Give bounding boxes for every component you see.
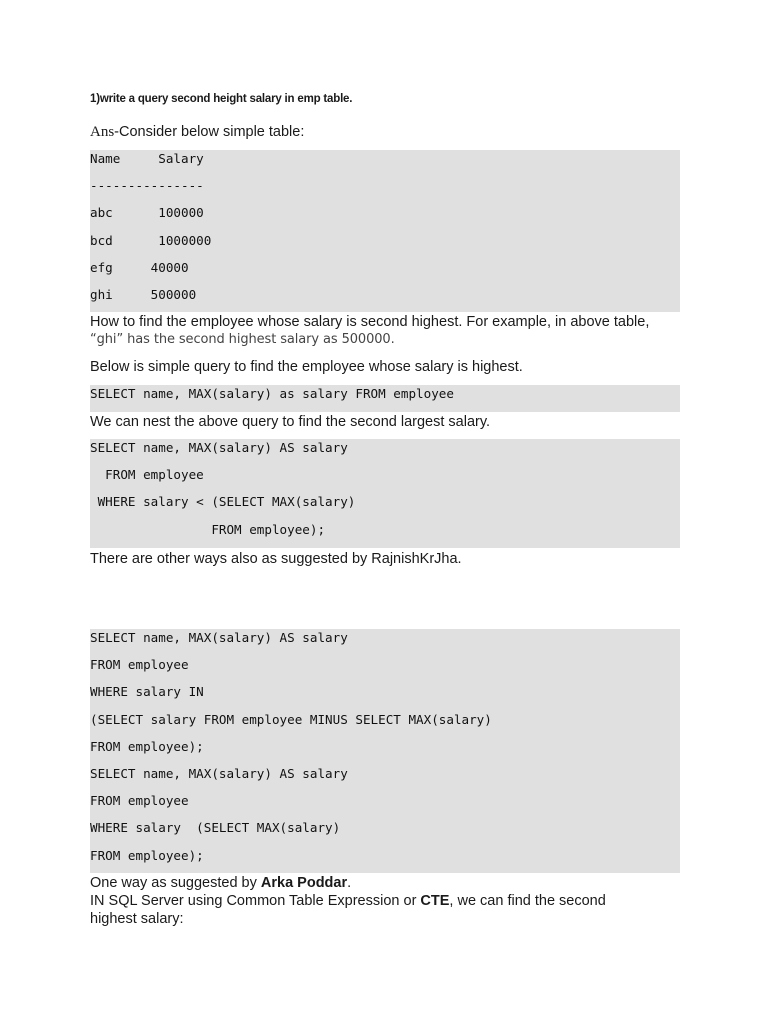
query-alternative-block xyxy=(90,629,680,873)
other-ways-paragraph: There are other ways also as suggested by RajnishKrJha. xyxy=(90,551,462,567)
query-line: SELECT name, MAX(salary) as salary FROM employee xyxy=(90,386,454,401)
query-line: WHERE salary < (SELECT MAX(salary) xyxy=(90,494,356,510)
query-line: SELECT name, MAX(salary) AS salary xyxy=(90,765,348,781)
table-line: efg 40000 xyxy=(90,259,189,275)
table-line: bcd 1000000 xyxy=(90,232,212,248)
query-line: FROM employee); xyxy=(90,738,204,754)
query-line: SELECT name, MAX(salary) AS salary xyxy=(90,440,348,455)
highest-intro: Below is simple query to find the employee whose salary is highest. xyxy=(90,359,523,375)
query-line: FROM employee); xyxy=(90,847,204,863)
cte-bold: CTE xyxy=(420,893,450,909)
query-highest-block xyxy=(90,385,680,412)
query-second-highest-block xyxy=(90,439,680,548)
cte-paragraph xyxy=(90,892,690,910)
author-name: Arka Poddar xyxy=(260,875,348,891)
query-line: SELECT name, MAX(salary) AS salary xyxy=(90,630,348,645)
nest-intro: We can nest the above query to find the second largest salary. xyxy=(90,414,491,430)
explain-line-2: “ghi” has the second highest salary as 500000. xyxy=(90,332,395,347)
table-line: abc 100000 xyxy=(90,205,204,221)
cte-suffix: , we can find the second xyxy=(449,893,606,909)
cte-paragraph-line-2: highest salary: xyxy=(90,911,184,927)
explain-paragraph xyxy=(90,313,690,349)
query-line: FROM employee xyxy=(90,657,189,673)
query-line: FROM employee xyxy=(90,793,189,809)
query-line: FROM employee); xyxy=(90,521,326,537)
table-line: ghi 500000 xyxy=(90,286,197,302)
intro-text: -Consider below simple table: xyxy=(114,124,305,140)
ans-prefix: Ans xyxy=(90,124,115,140)
query-line: WHERE salary (SELECT MAX(salary) xyxy=(90,820,341,836)
table-line: --------------- xyxy=(90,178,204,194)
sample-table-block xyxy=(90,150,680,312)
query-line: (SELECT salary FROM employee MINUS SELECT MAX(salary) xyxy=(90,711,492,727)
query-line: FROM employee xyxy=(90,467,204,483)
cte-prefix: IN SQL Server using Common Table Expression or xyxy=(90,893,421,909)
one-way-suffix: . xyxy=(347,875,352,891)
one-way-paragraph xyxy=(90,874,690,892)
one-way-prefix: One way as suggested by xyxy=(90,875,261,891)
explain-line-1: How to find the employee whose salary is second highest. For example, in above table, xyxy=(90,314,650,330)
question-title: 1)write a query second height salary in emp table. xyxy=(90,93,353,105)
query-line: WHERE salary IN xyxy=(90,684,204,700)
intro-paragraph xyxy=(90,123,690,141)
table-line: Name Salary xyxy=(90,151,204,166)
